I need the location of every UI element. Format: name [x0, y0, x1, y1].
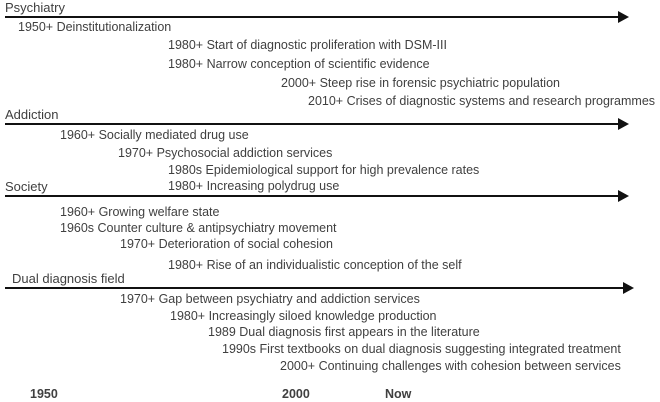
- event-society-3: 1970+ Deterioration of social cohesion: [120, 237, 333, 251]
- axis-label-2000: 2000: [282, 387, 310, 401]
- section-label-dual-diagnosis: Dual diagnosis field: [12, 271, 125, 286]
- arrow-head-icon: [618, 118, 629, 130]
- section-label-psychiatry: Psychiatry: [5, 0, 65, 15]
- event-psychiatry-4: 2000+ Steep rise in forensic psychiatric population: [281, 76, 560, 90]
- event-psychiatry-5: 2010+ Crises of diagnostic systems and research programmes: [308, 94, 656, 108]
- arrow-head-icon: [618, 190, 629, 202]
- timeline-arrow-psychiatry: [5, 16, 623, 18]
- event-dual-diagnosis-5: 2000+ Continuing challenges with cohesion between services: [280, 359, 621, 373]
- timeline-arrow-society: [5, 195, 623, 197]
- event-addiction-4: 1980+ Increasing polydrug use: [168, 179, 340, 193]
- event-psychiatry-3: 1980+ Narrow conception of scientific evidence: [168, 57, 430, 71]
- section-label-society: Society: [5, 179, 48, 194]
- event-addiction-2: 1970+ Psychosocial addiction services: [118, 146, 333, 160]
- event-society-4: 1980+ Rise of an individualistic conception of the self: [168, 258, 462, 272]
- arrow-head-icon: [618, 11, 629, 23]
- axis-label-1950: 1950: [30, 387, 58, 401]
- event-dual-diagnosis-2: 1980+ Increasingly siloed knowledge production: [170, 309, 437, 323]
- event-psychiatry-2: 1980+ Start of diagnostic proliferation with DSM-III: [168, 38, 447, 52]
- event-dual-diagnosis-4: 1990s First textbooks on dual diagnosis suggesting integrated treatment: [222, 342, 621, 356]
- event-society-1: 1960+ Growing welfare state: [60, 205, 220, 219]
- event-addiction-1: 1960+ Socially mediated drug use: [60, 128, 249, 142]
- event-society-2: 1960s Counter culture & antipsychiatry movement: [60, 221, 337, 235]
- section-label-addiction: Addiction: [5, 107, 59, 122]
- event-addiction-3: 1980s Epidemiological support for high prevalence rates: [168, 163, 480, 177]
- event-psychiatry-1: 1950+ Deinstitutionalization: [18, 20, 172, 34]
- event-dual-diagnosis-1: 1970+ Gap between psychiatry and addiction services: [120, 292, 420, 306]
- timeline-arrow-addiction: [5, 123, 623, 125]
- timeline-arrow-dual-diagnosis: [5, 287, 628, 289]
- event-dual-diagnosis-3: 1989 Dual diagnosis first appears in the literature: [208, 325, 480, 339]
- arrow-head-icon: [623, 282, 634, 294]
- axis-label-now: Now: [385, 387, 412, 401]
